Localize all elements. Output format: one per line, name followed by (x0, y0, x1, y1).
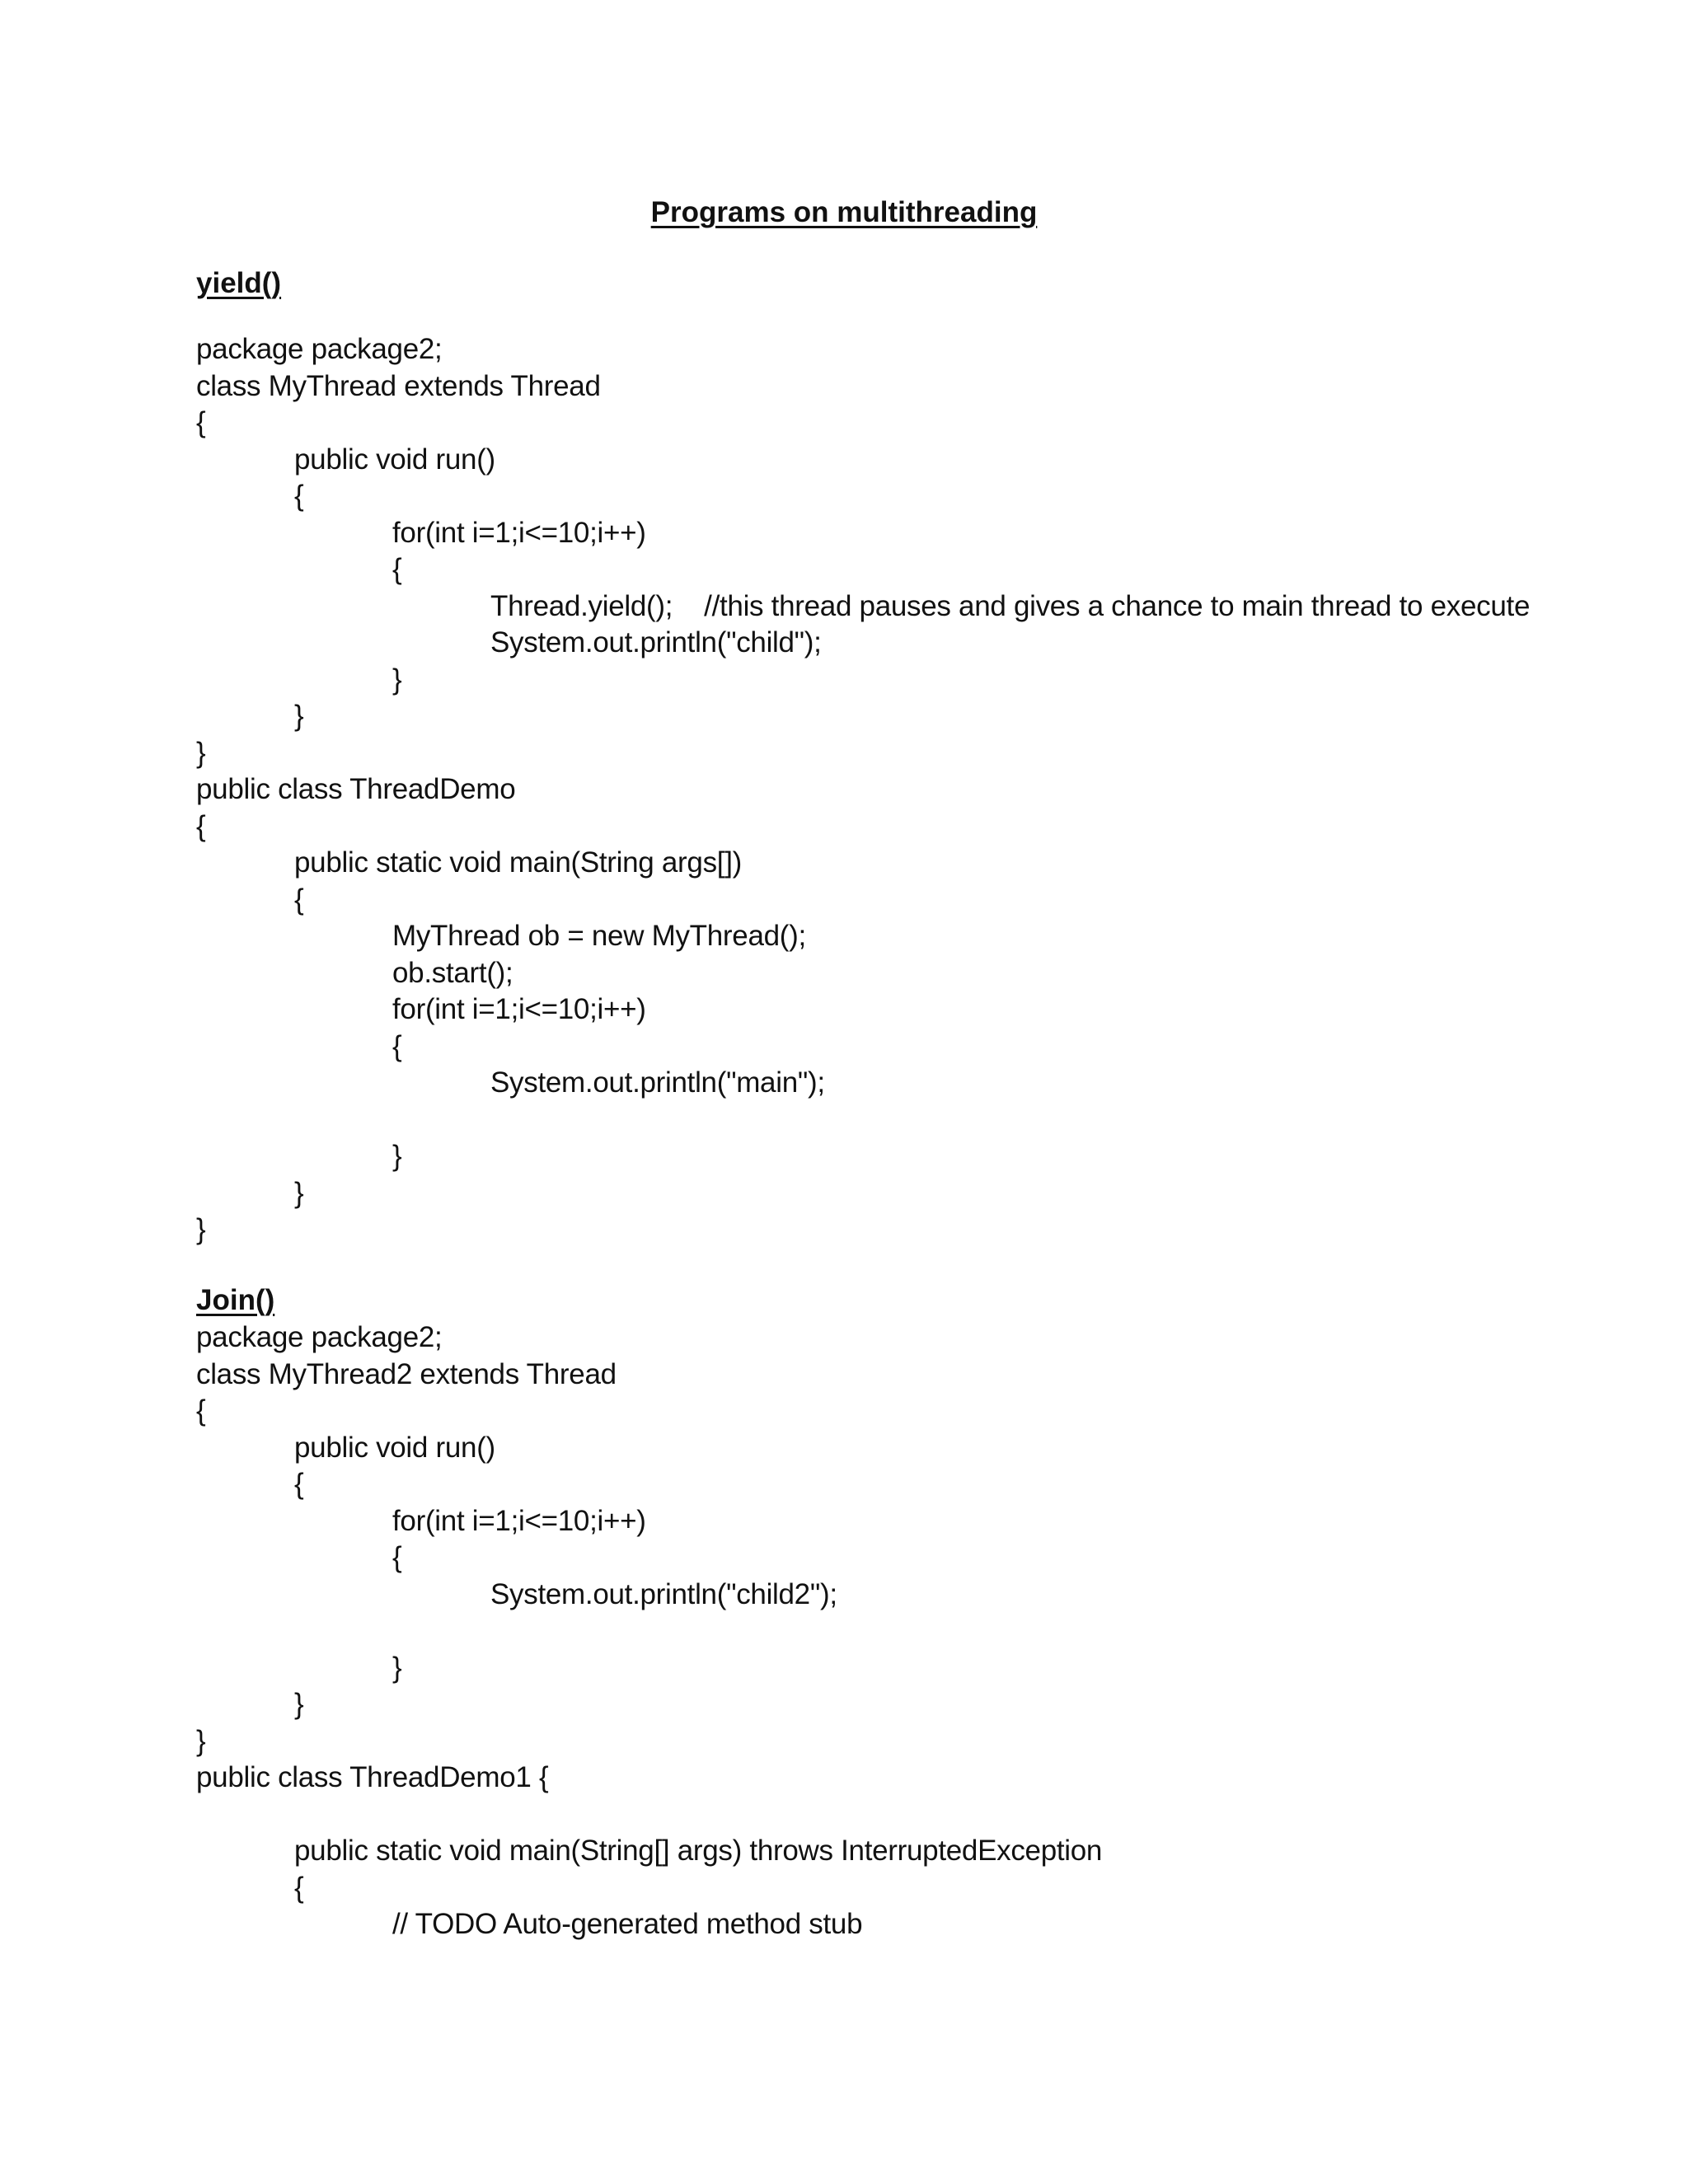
code-text: // TODO Auto-generated method stub (392, 1908, 863, 1940)
code-line (196, 1212, 1663, 1249)
code-line (196, 845, 1663, 882)
code-text: for(int i=1;i<=10;i++) (392, 993, 646, 1025)
code-text: } (196, 1724, 206, 1757)
code-line (196, 1102, 1663, 1139)
code-line (196, 1686, 1663, 1723)
code-line (196, 1906, 1663, 1943)
code-line (196, 735, 1663, 772)
code-text: { (196, 1394, 206, 1427)
code-text: public void run() (294, 1431, 495, 1464)
code-text: package package2; (196, 333, 443, 365)
code-text: MyThread ob = new MyThread(); (392, 920, 806, 952)
code-text: } (196, 1213, 206, 1245)
code-text: { (392, 1541, 402, 1573)
code-text: } (392, 1140, 402, 1172)
code-text: { (294, 1871, 304, 1904)
code-text: for(int i=1;i<=10;i++) (392, 1504, 646, 1537)
code-text: class MyThread2 extends Thread (196, 1357, 617, 1390)
code-line (196, 1797, 1663, 1834)
code-line (196, 1870, 1663, 1907)
code-text: public static void main(String[] args) throws InterruptedException (294, 1835, 1103, 1867)
code-text: } (392, 663, 402, 696)
code-text: { (294, 480, 304, 512)
code-line (196, 1466, 1663, 1503)
code-text: { (392, 553, 402, 585)
code-text: public static void main(String args[]) (294, 846, 742, 879)
code-text: } (294, 1688, 304, 1720)
code-text: { (294, 883, 304, 916)
code-line (196, 1577, 1663, 1614)
code-line (196, 1540, 1663, 1577)
code-text: } (392, 1651, 402, 1684)
code-text: System.out.println("child2"); (490, 1577, 837, 1610)
code-text: for(int i=1;i<=10;i++) (392, 516, 646, 549)
code-line (196, 1613, 1663, 1650)
code-line (196, 662, 1663, 699)
code-text: { (294, 1468, 304, 1500)
code-line (196, 405, 1663, 442)
code-line (196, 1430, 1663, 1467)
code-text: { (392, 1029, 402, 1062)
code-line (196, 808, 1663, 846)
code-line (196, 1393, 1663, 1430)
yield-heading: yield() (196, 267, 282, 299)
code-line (196, 478, 1663, 515)
code-text: { (196, 809, 206, 842)
code-text: ob.start(); (392, 956, 513, 989)
code-text: System.out.println("child"); (490, 626, 822, 658)
code-line (196, 955, 1663, 992)
code-line (196, 1650, 1663, 1687)
yield-code-block (196, 331, 1663, 1249)
code-comment: //this thread pauses and gives a chance to main thread to execute (704, 589, 1531, 622)
code-text: Thread.yield(); (490, 589, 673, 622)
code-line (196, 1319, 1663, 1357)
code-line (196, 625, 1663, 662)
code-text: } (294, 1176, 304, 1209)
join-heading: Join() (196, 1284, 275, 1316)
code-line (196, 698, 1663, 735)
code-text: public class ThreadDemo1 { (196, 1761, 549, 1793)
code-line (196, 918, 1663, 955)
code-text: } (196, 736, 206, 769)
code-line (196, 588, 1663, 626)
code-text: public void run() (294, 443, 495, 476)
code-line (196, 551, 1663, 588)
code-text: class MyThread extends Thread (196, 369, 601, 402)
code-line (196, 1723, 1663, 1760)
code-line (196, 1138, 1663, 1175)
code-line (196, 1760, 1663, 1797)
join-code-block (196, 1319, 1663, 1943)
code-line (196, 331, 1663, 368)
code-line (196, 1833, 1663, 1870)
code-text: System.out.println("main"); (490, 1066, 825, 1099)
code-line (196, 1503, 1663, 1540)
code-text: package package2; (196, 1321, 443, 1353)
code-line (196, 368, 1663, 405)
code-line (196, 1029, 1663, 1066)
code-line (196, 991, 1663, 1029)
code-line (196, 771, 1663, 808)
code-line (196, 442, 1663, 479)
code-text: { (196, 406, 206, 438)
code-line (196, 1175, 1663, 1212)
code-line (196, 882, 1663, 919)
code-line (196, 1065, 1663, 1102)
code-text: public class ThreadDemo (196, 773, 516, 805)
page-title: Programs on multithreading (650, 196, 1038, 228)
code-text: } (294, 700, 304, 732)
code-line (196, 1357, 1663, 1394)
code-line (196, 515, 1663, 552)
